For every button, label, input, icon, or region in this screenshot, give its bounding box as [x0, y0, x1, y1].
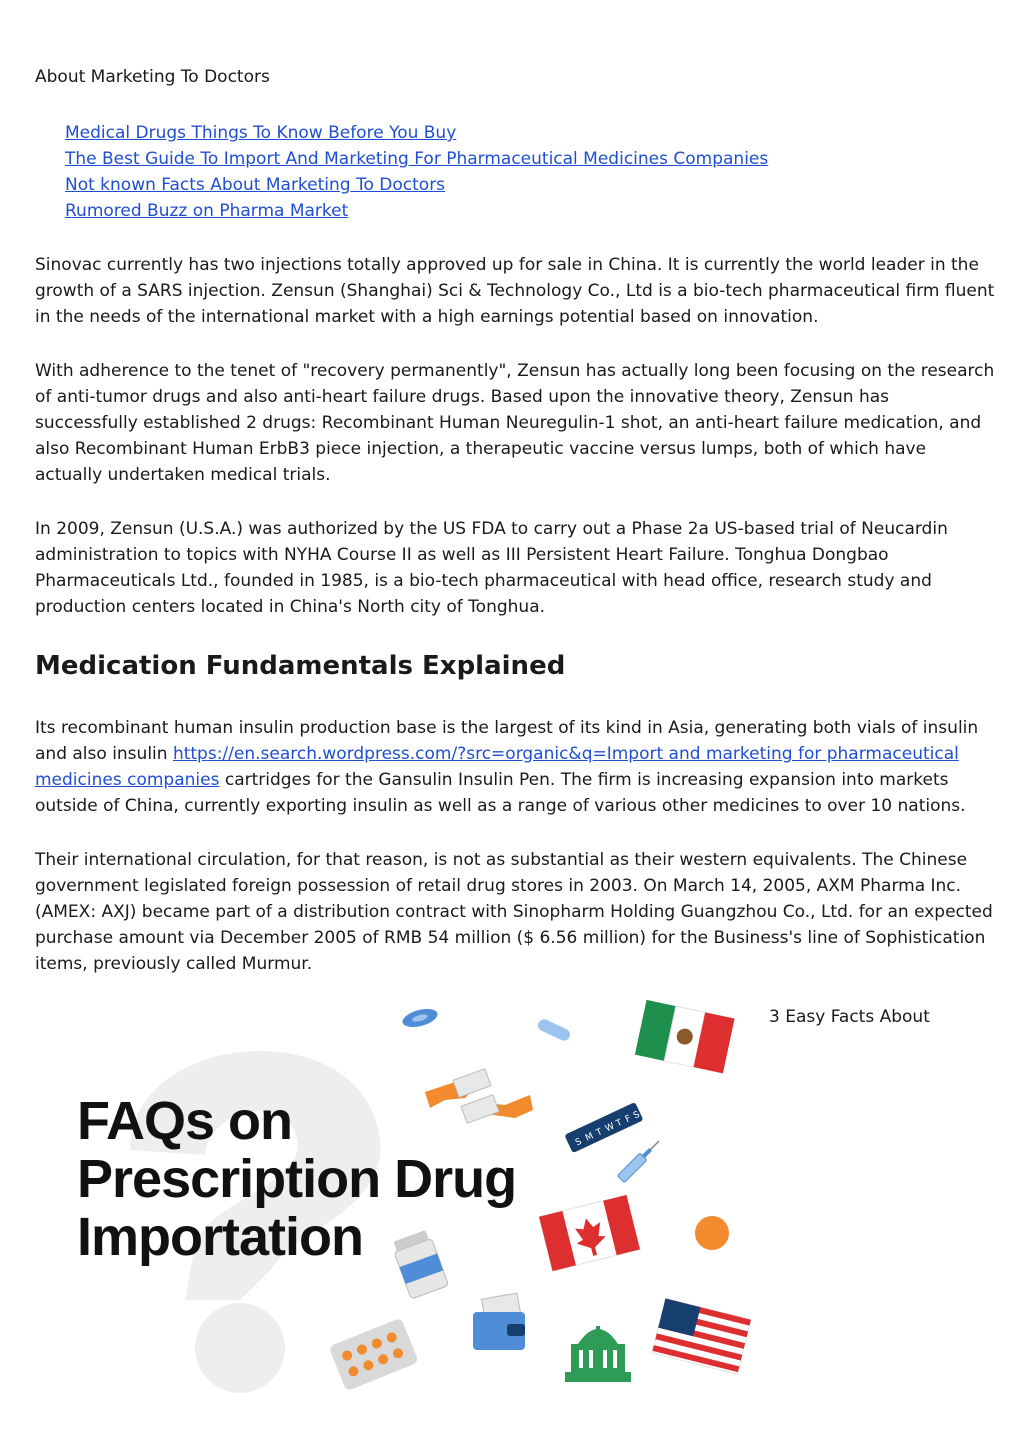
pill-icon: [695, 1216, 729, 1250]
pill-day-label: T: [594, 1127, 605, 1139]
paragraph-insulin: [35, 715, 995, 819]
canada-flag-icon: [539, 1195, 640, 1271]
mexico-flag-icon: [635, 1000, 735, 1073]
toc-link[interactable]: The Best Guide To Import And Marketing For Pharmaceutical Medicines Companies: [65, 149, 769, 169]
toc-link[interactable]: Medical Drugs Things To Know Before You Buy: [65, 123, 457, 143]
search-link[interactable]: https://en.search.wordpress.com/?src=organic&q=Import and marketing for pharmaceutical medicines companies: [35, 744, 959, 790]
wallet-icon: [473, 1293, 525, 1350]
toc-link[interactable]: Rumored Buzz on Pharma Market: [65, 201, 349, 221]
toc-item: [65, 146, 768, 172]
intro-kicker: About Marketing To Doctors: [35, 67, 270, 87]
usa-flag-icon: [652, 1298, 751, 1374]
paragraph-sinovac: Sinovac currently has two injections totally approved up for sale in China. It is currently the world leader in the growth of a SARS injection. Zensun (Shanghai) Sci & Technology Co., Ltd is a bio-tech pharmaceutical firm fluent in the needs of the international market with a high earnings potential based on innovation.: [35, 255, 995, 327]
pill-day-label: M: [584, 1131, 596, 1144]
paragraph-text: cartridges for the Gansulin Insulin Pen. The firm is increasing expansion into markets outside of China, currently exporting insulin as well as a range of various other medicines to over 10 nations.: [35, 770, 966, 816]
syringe-icon: [617, 1137, 662, 1182]
toc-link[interactable]: Not known Facts About Marketing To Doctors: [65, 175, 446, 195]
figure-title-line: Importation: [77, 1207, 363, 1267]
toc-item: [65, 172, 768, 198]
paragraph-zensun-research: With adherence to the tenet of "recovery permanently", Zensun has actually long been focusing on the research of anti-tumor drugs and also anti-heart failure drugs. Based upon the innovative theory, Zensun has successfully established 2 drugs: Recombinant Human Neuregulin-1 shot, an anti-heart failure medication, and also Recombinant Human ErbB3 piece injection, a therapeutic vaccine versus lumps, both of which have actually undertaken medical trials.: [35, 361, 995, 485]
paragraph-zensun-fda: In 2009, Zensun (U.S.A.) was authorized by the US FDA to carry out a Phase 2a US-based trial of Neucardin administration to topics with NYHA Course II as well as III Persistent Heart Failure. Tonghua Dongbao Pharmaceuticals Ltd., founded in 1985, is a bio-tech pharmaceutical with head office, research study and production centers located in China's North city of Tonghua.: [35, 519, 948, 617]
pill-day-label: W: [603, 1121, 617, 1135]
faq-illustration: [35, 1000, 765, 1400]
figure-title-line: FAQs on: [77, 1091, 293, 1151]
paragraph-distribution: Their international circulation, for that reason, is not as substantial as their western equivalents. The Chinese government legislated foreign possession of retail drug stores in 2003. On March 14, 2005, AXM Pharma Inc. (AMEX: AXJ) became part of a distribution contract with Sinopharm Holding Guangzhou Co., Ltd. for an expected purchase amount via December 2005 of RMB 54 million ($ 6.56 million) for the Business's line of Sophistication items, previously called Murmur.: [35, 850, 993, 974]
pill-day-label: S: [574, 1136, 584, 1149]
pill-organizer-icon: [564, 1102, 643, 1153]
toc-item: [65, 120, 768, 146]
figure-title: [77, 1092, 516, 1266]
table-of-contents: [65, 120, 768, 224]
pill-day-label: F: [623, 1113, 633, 1126]
pill-day-label: T: [614, 1117, 625, 1130]
section-heading: Medication Fundamentals Explained: [35, 651, 566, 681]
side-caption: 3 Easy Facts About: [769, 1007, 930, 1027]
pill-day-label: S: [632, 1109, 642, 1122]
paragraph-text: Its recombinant human insulin production base is the largest of its kind in Asia, generating both vials of insulin and also insulin: [35, 718, 979, 764]
blister-pack-icon: [329, 1318, 419, 1392]
capitol-icon: [565, 1326, 631, 1382]
toc-item: [65, 198, 768, 224]
pill-icon: [401, 1006, 572, 1043]
figure-title-line: Prescription Drug: [77, 1149, 517, 1209]
